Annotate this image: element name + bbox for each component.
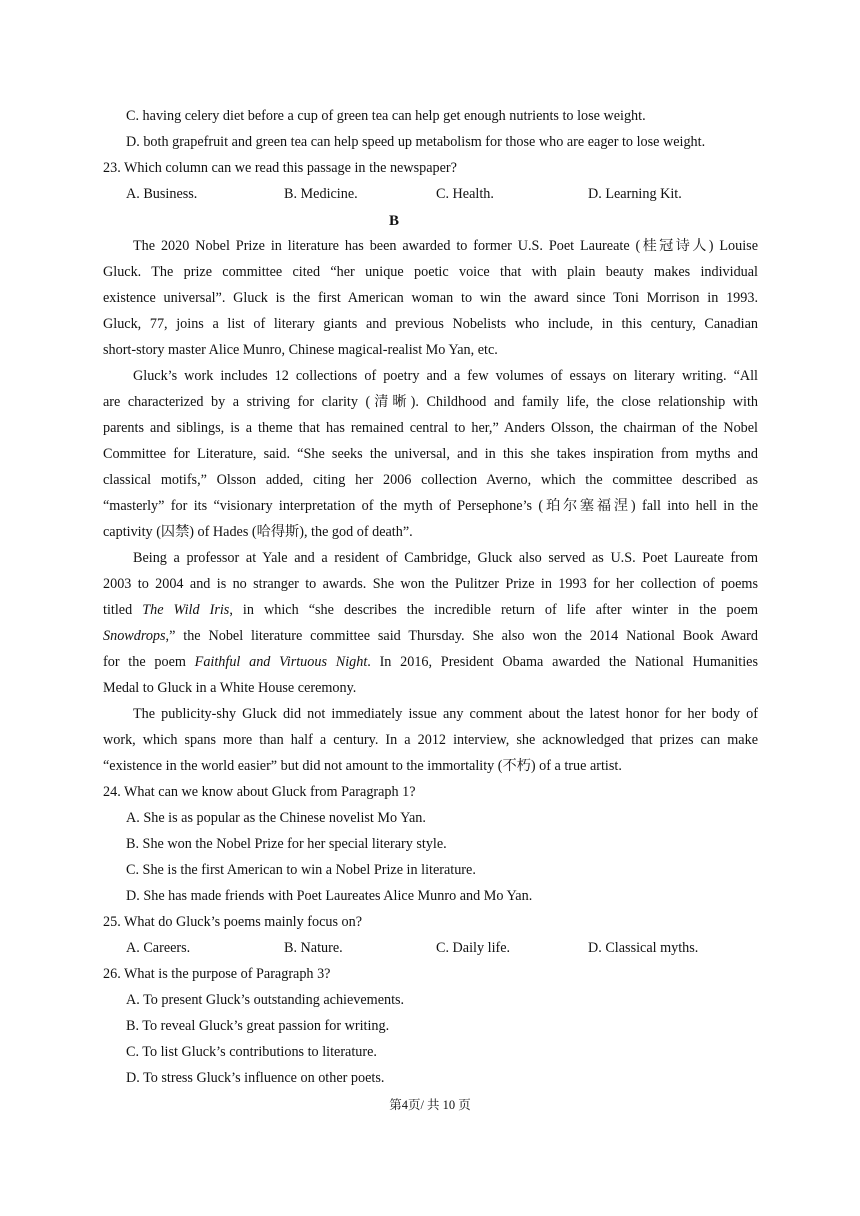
poem-title: Snowdrops [103,628,166,644]
passage-line: Gluck’s work includes 12 collections of poetry and a few volumes of essays on literary writing. “All [133,368,758,384]
passage-line: The 2020 Nobel Prize in literature has been awarded to former U.S. Poet Laureate (桂冠诗人) Louise [133,238,758,254]
option-26d: D. To stress Gluck’s influence on other poets. [126,1070,385,1086]
option-25b: B. Nature. [284,940,343,956]
passage-line: 2003 to 2004 and is no stranger to awards. She won the Pulitzer Prize in 1993 for her collection of poems [103,576,758,592]
passage-line: captivity (囚禁) of Hades (哈得斯), the god of death”. [103,524,413,540]
passage-line: are characterized by a striving for clarity (清晰). Childhood and family life, the close relationship with [103,394,758,410]
poem-title: Faithful and Virtuous Night [194,654,368,670]
passage-line: The publicity-shy Gluck did not immediately issue any comment about the latest honor for her body of [133,706,758,722]
section-heading: B [388,213,399,229]
option-26c: C. To list Gluck’s contributions to literature. [126,1044,377,1060]
option-23a: A. Business. [126,186,198,202]
option-24d: D. She has made friends with Poet Laureates Alice Munro and Mo Yan. [126,888,533,904]
option-23d: D. Learning Kit. [588,186,682,202]
question-24-stem: 24. What can we know about Gluck from Paragraph 1? [103,784,416,800]
poem-title: The Wild Iris [142,602,230,618]
passage-line: “masterly” for its “visionary interpretation of the myth of Persephone’s (珀尔塞福涅) fall into hell in the [103,498,758,514]
page-number: 第4页/ 共 10 页 [389,1098,471,1112]
passage-line: Being a professor at Yale and a resident of Cambridge, Gluck also served as U.S. Poet Laureate from [133,550,758,566]
passage-line: existence universal”. Gluck is the first American woman to win the award since Toni Morrison in 1993. [103,290,758,306]
option-22c: C. having celery diet before a cup of green tea can help get enough nutrients to lose weight. [126,108,646,124]
passage-line: short-story master Alice Munro, Chinese magical-realist Mo Yan, etc. [103,342,498,358]
passage-line: Committee for Literature, said. “She seeks the universal, and in this she takes inspiration from myths and [103,446,758,462]
option-26a: A. To present Gluck’s outstanding achievements. [126,992,405,1008]
question-23-stem: 23. Which column can we read this passage in the newspaper? [103,160,457,176]
passage-line [103,601,758,619]
option-26b: B. To reveal Gluck’s great passion for writing. [126,1018,390,1034]
text-run: ,” the Nobel literature committee said Thursday. She also won the 2014 National Book Award [165,628,758,644]
passage-line: Medal to Gluck in a White House ceremony. [103,680,357,696]
option-24a: A. She is as popular as the Chinese novelist Mo Yan. [126,810,426,826]
question-26-stem: 26. What is the purpose of Paragraph 3? [103,966,331,982]
passage-line: “existence in the world easier” but did not amount to the immortality (不朽) of a true artist. [103,758,622,774]
option-24c: C. She is the first American to win a Nobel Prize in literature. [126,862,476,878]
passage-line: work, which spans more than half a century. In a 2012 interview, she acknowledged that prizes can make [103,732,758,748]
passage-line: Gluck, 77, joins a list of literary giants and previous Nobelists who include, in this century, Canadian [103,316,758,332]
text-run: for the poem [103,654,195,670]
passage-line: Gluck. The prize committee cited “her unique poetic voice that with plain beauty makes individual [103,264,758,280]
question-25-stem: 25. What do Gluck’s poems mainly focus on? [103,914,363,930]
option-23b: B. Medicine. [284,186,358,202]
passage-line [103,627,758,645]
option-25d: D. Classical myths. [588,940,699,956]
text-run: . In 2016, President Obama awarded the National Humanities [367,654,758,670]
option-25a: A. Careers. [126,940,191,956]
passage-line: classical motifs,” Olsson added, citing her 2006 collection Averno, which the committee described as [103,472,758,488]
passage-line [103,653,758,671]
text-run: titled [103,602,143,618]
option-24b: B. She won the Nobel Prize for her special literary style. [126,836,447,852]
option-25c: C. Daily life. [436,940,511,956]
passage-line: parents and siblings, is a theme that has remained central to her,” Anders Olsson, the chairman of the Nobel [103,420,758,436]
option-22d: D. both grapefruit and green tea can help speed up metabolism for those who are eager to lose weight. [126,134,706,150]
option-23c: C. Health. [436,186,494,202]
text-run: , in which “she describes the incredible return of life after winter in the poem [229,602,758,618]
